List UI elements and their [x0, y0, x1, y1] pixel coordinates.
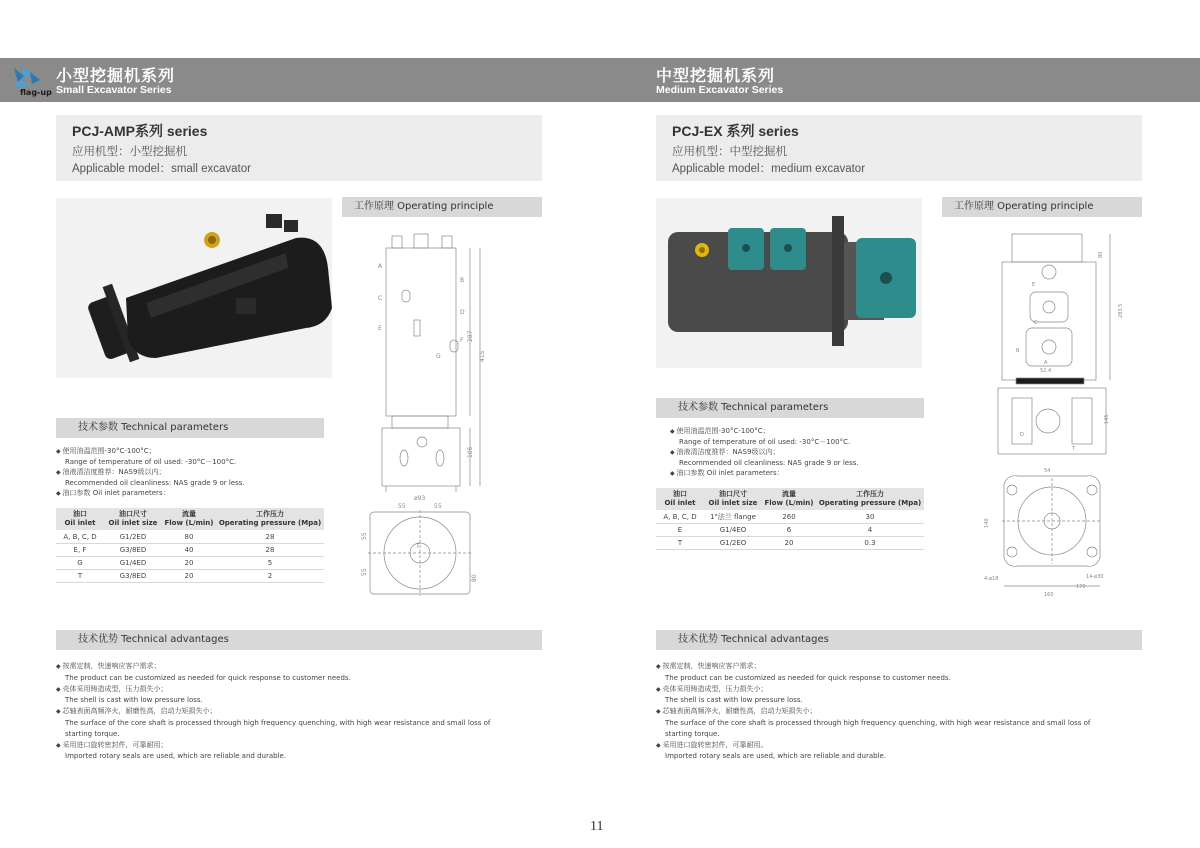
drawing-port-b: B [460, 277, 465, 284]
left-category-en: Small Excavator Series [56, 84, 172, 96]
advantage-line: The shell is cast with low pressure loss. [665, 696, 803, 705]
left-advantages-bar: 技术优势 Technical advantages [56, 630, 542, 650]
param-line: ◆ 油口参数 Oil inlet parameters： [670, 468, 859, 479]
rdrawing-dim-160: 160 [1044, 592, 1054, 598]
table-header: 油口尺寸 Oil inlet size [704, 488, 762, 511]
drawing-dim-287: 287 [467, 330, 474, 342]
drawing-dim-55d: 55 [361, 568, 368, 576]
drawing-dim-55b: 55 [434, 503, 442, 510]
left-operating-principle-bar: 工作原理 Operating principle [342, 197, 542, 217]
rdrawing-port-c: C [1034, 320, 1038, 326]
left-tech-params-bar: 技术参数 Technical parameters [56, 418, 324, 438]
drawing-port-g: G [436, 353, 441, 360]
advantage-line: The product can be customized as needed for quick response to customer needs. [665, 673, 951, 682]
drawing-port-f: F [460, 337, 464, 344]
table-header: 流量 Flow (L/min) [162, 508, 216, 531]
advantage-line: ◆ 壳体采用铸造成型，压力损失小； [656, 684, 1146, 696]
table-header: 油口 Oil inlet [56, 508, 104, 531]
advantage-line: ◆ 芯轴表面高频淬火，耐磨性高，启动力矩损失小； [56, 706, 546, 718]
left-model-en: Applicable model：small excavator [72, 163, 251, 175]
table-row: G G1/4ED 20 5 [56, 557, 324, 570]
left-model-box [56, 115, 542, 181]
drawing-dim-80: 80 [471, 574, 478, 582]
rdrawing-dim-140: 140 [984, 518, 990, 528]
right-technical-drawing [982, 228, 1132, 600]
left-model-zh: 应用机型：小型挖掘机 [72, 144, 187, 158]
table-row: E G1/4EO 6 4 [656, 524, 924, 537]
advantage-line: The surface of the core shaft is processed through high frequency quenching, with high wear resistance and small loss of [65, 718, 491, 727]
right-model-box [656, 115, 1142, 181]
drawing-dim-415: 415 [479, 350, 486, 362]
advantage-line: ◆ 采用进口旋转密封件，可靠耐用。 [656, 740, 1146, 752]
right-tech-params-bar: 技术参数 Technical parameters [656, 398, 924, 418]
right-category-zh: 中型挖掘机系列 [656, 66, 776, 85]
rdrawing-dim-145: 145 [1104, 414, 1110, 424]
param-line: ◆ 油液清洁度推荐：NAS9级以内； [670, 447, 859, 458]
param-line: ◆ 油液清洁度推荐：NAS9级以内； [56, 467, 245, 478]
drawing-port-e: E [378, 325, 382, 332]
page-number: 11 [590, 819, 604, 834]
left-advantages-list [56, 661, 546, 762]
drawing-dim-55c: 55 [361, 532, 368, 540]
rdrawing-dim-170: 170 [1076, 584, 1086, 590]
drawing-dim-93: ø93 [414, 495, 426, 502]
right-params-table [656, 488, 924, 550]
param-line: Recommended oil cleanliness: NAS grade 9 or less. [65, 479, 245, 487]
advantage-line: Imported rotary seals are used, which are reliable and durable. [665, 752, 887, 761]
left-params-list [56, 446, 245, 499]
right-product-photo [656, 198, 922, 368]
rdrawing-port-t: T [1072, 446, 1076, 452]
table-row: A, B, C, D G1/2ED 80 28 [56, 531, 324, 544]
param-line: Recommended oil cleanliness: NAS grade 9 or less. [679, 459, 859, 467]
advantage-line: The shell is cast with low pressure loss. [65, 696, 203, 705]
rdrawing-dim-52: 52.4 [1040, 368, 1052, 374]
right-params-list [670, 426, 859, 479]
param-line: ◆ 使用油温范围-30°C-100°C； [56, 446, 245, 457]
advantage-line: ◆ 按需定制，快速响应客户需求； [56, 661, 546, 673]
advantage-line: ◆ 按需定制，快速响应客户需求； [656, 661, 1146, 673]
table-row: T G1/2EO 20 0.3 [656, 537, 924, 550]
param-line: Range of temperature of oil used: -30°C－100°C. [679, 438, 851, 446]
left-category-zh: 小型挖掘机系列 [56, 66, 176, 85]
right-model-zh: 应用机型：中型挖掘机 [672, 144, 787, 158]
advantage-line: ◆ 壳体采用铸造成型，压力损失小； [56, 684, 546, 696]
right-model-title: PCJ-EX 系列 series [672, 123, 799, 139]
rdrawing-port-e: E [1032, 282, 1036, 288]
drawing-port-d: D [460, 309, 465, 316]
advantage-line: starting torque. [665, 729, 720, 738]
left-technical-drawing [362, 230, 492, 600]
rdrawing-dim-54: 54 [1044, 468, 1051, 474]
rdrawing-port-b: B [1016, 348, 1020, 354]
rdrawing-dim-4-18: 4-ø18 [984, 576, 999, 582]
table-header: 工作压力 Operating pressure (Mpa) [816, 488, 924, 511]
right-model-en: Applicable model：medium excavator [672, 163, 866, 175]
drawing-dim-105: 105 [467, 446, 474, 458]
table-row: T G3/8ED 20 2 [56, 570, 324, 583]
table-header: 油口 Oil inlet [656, 488, 704, 511]
advantage-line: Imported rotary seals are used, which are reliable and durable. [65, 752, 287, 761]
advantage-line: ◆ 采用进口旋转密封件，可靠耐用； [56, 740, 546, 752]
rdrawing-port-a: A [1044, 360, 1048, 366]
drawing-port-c: C [378, 295, 383, 302]
table-header: 工作压力 Operating pressure (Mpa) [216, 508, 324, 531]
rdrawing-dim-80: 80 [1098, 251, 1104, 258]
logo-text: flag-up [20, 88, 52, 97]
rdrawing-dim-14-30: 14-ø30 [1086, 574, 1104, 580]
right-advantages-bar: 技术优势 Technical advantages [656, 630, 1142, 650]
right-advantages-list [656, 661, 1146, 762]
advantage-line: The product can be customized as needed for quick response to customer needs. [65, 673, 351, 682]
left-product-photo [56, 198, 332, 378]
table-header: 流量 Flow (L/min) [762, 488, 816, 511]
table-row: E, F G3/8ED 40 28 [56, 544, 324, 557]
rdrawing-dim-283: 283.5 [1118, 303, 1124, 318]
drawing-dim-55a: 55 [398, 503, 406, 510]
advantage-line: starting torque. [65, 729, 120, 738]
param-line: ◆ 油口参数 Oil inlet parameters： [56, 488, 245, 499]
drawing-port-a: A [378, 263, 383, 270]
left-params-table [56, 508, 324, 583]
param-line: ◆ 使用油温范围-30°C-100°C； [670, 426, 859, 437]
drawing-port-t: T [416, 543, 420, 550]
rdrawing-port-d: D [1020, 432, 1024, 438]
right-category-en: Medium Excavator Series [656, 84, 784, 96]
table-row: A, B, C, D 1"法兰 flange 260 30 [656, 511, 924, 524]
advantage-line: The surface of the core shaft is processed through high frequency quenching, with high wear resistance and small loss of [665, 718, 1091, 727]
right-operating-principle-bar: 工作原理 Operating principle [942, 197, 1142, 217]
left-model-title: PCJ-AMP系列 series [72, 123, 208, 139]
flag-up-logo [10, 62, 56, 98]
table-header: 油口尺寸 Oil inlet size [104, 508, 162, 531]
param-line: Range of temperature of oil used: -30°C－100°C. [65, 458, 237, 466]
advantage-line: ◆ 芯轴表面高频淬火，耐磨性高，启动力矩损失小； [656, 706, 1146, 718]
header-band [0, 58, 1200, 102]
